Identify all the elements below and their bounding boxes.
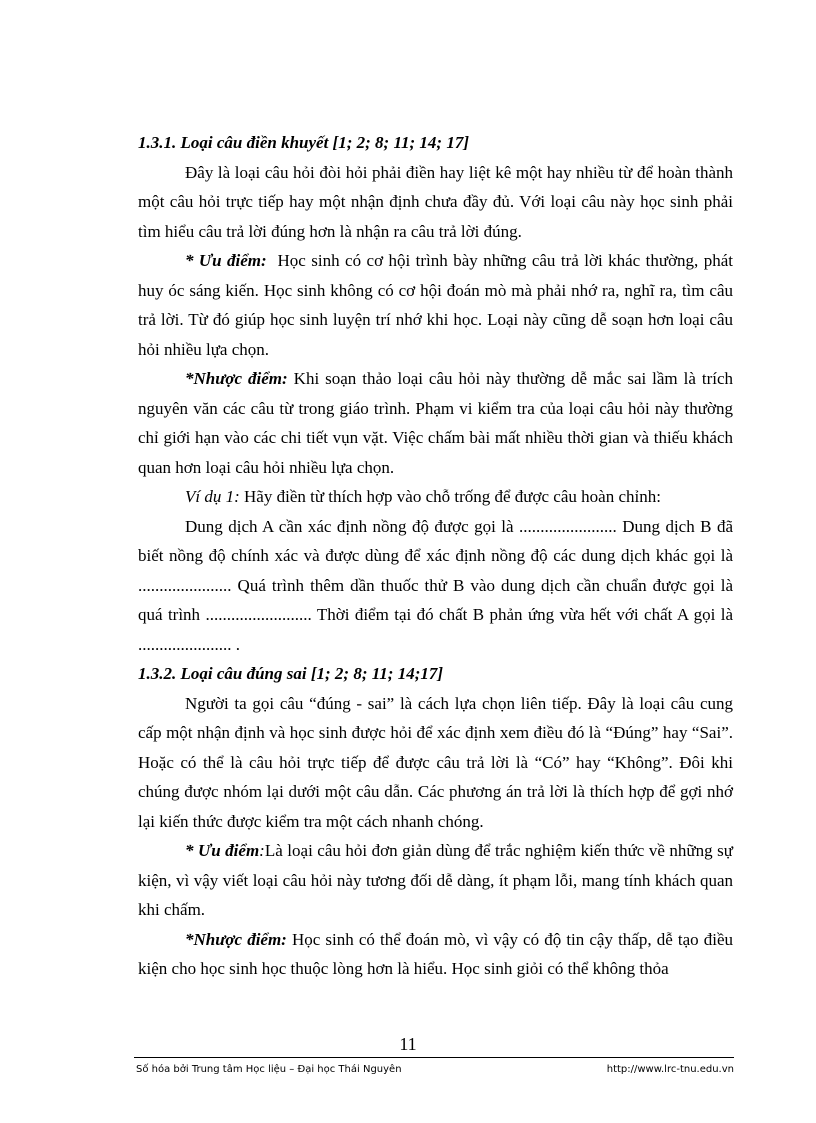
cons-text: Học sinh có thể đoán mò, vì vậy có độ tin cậy thấp, dễ tạo điều kiện cho học sinh học thuộc lòng hơn là hiểu. Học sinh giỏi có thể không thỏa xyxy=(138,929,733,978)
page-number: 11 xyxy=(399,1034,417,1054)
paragraph-example-1 xyxy=(138,482,733,512)
paragraph-example-body: Dung dịch A cần xác định nồng độ được gọi là ....................... Dung dịch B đã biết nồng độ chính xác và được dùng để xác định nồng độ các dung dịch khác gọi là ...................... Quá trình thêm dần thuốc thử B vào dung dịch cần chuẩn được gọi là quá trình ......................... Thời điểm tại đó chất B phản ứng vừa hết với chất A gọi là ...................... . xyxy=(138,516,733,654)
pros-label: * Ưu điểm: xyxy=(185,251,267,270)
footer-source: Số hóa bởi Trung tâm Học liệu – Đại học Thái Nguyên xyxy=(136,1064,402,1075)
pros-label: * Ưu điểm xyxy=(185,841,260,860)
cons-text: Khi soạn thảo loại câu hỏi này thường dễ mắc sai lầm là trích nguyên văn các câu từ trong giáo trình. Phạm vi kiểm tra của loại câu hỏi này thường chỉ giới hạn vào các chi tiết vụn vặt. Việc chấm bài mất nhiều thời gian và thiếu khách quan hơn loại câu hỏi nhiều lựa chọn. xyxy=(138,369,733,477)
paragraph-pros-1 xyxy=(138,246,733,364)
pros-colon: : xyxy=(259,841,265,860)
example-text: Hãy điền từ thích hợp vào chỗ trống để được câu hoàn chỉnh: xyxy=(244,487,661,506)
section-heading-1-3-2: 1.3.2. Loại câu đúng sai [1; 2; 8; 11; 14;17] xyxy=(138,664,444,683)
paragraph-intro-2: Người ta gọi câu “đúng - sai” là cách lựa chọn liên tiếp. Đây là loại câu cung cấp một nhận định và học sinh được hỏi để xác định xem điều đó là “Đúng” hay “Sai”. Hoặc có thể là câu hỏi trực tiếp để được câu trả lời là “Có” hay “Không”. Đôi khi chúng được nhóm lại dưới một câu dẫn. Các phương án trả lời là thích hợp để gợi nhớ lại kiến thức được kiểm tra một cách nhanh chóng. xyxy=(138,693,733,831)
pros-text: Học sinh có cơ hội trình bày những câu trả lời khác thường, phát huy óc sáng kiến. Học sinh không có cơ hội đoán mò mà phải nhớ ra, nghĩ ra, tìm câu trả lời. Từ đó giúp học sinh luyện trí nhớ khi học. Loại này cũng dễ soạn hơn loại câu hỏi nhiều lựa chọn. xyxy=(138,251,734,359)
pros-text: Là loại câu hỏi đơn giản dùng để trắc nghiệm kiến thức về những sự kiện, vì vậy viết loại câu hỏi này tương đối dễ dàng, ít phạm lỗi, mang tính khách quan khi chấm. xyxy=(138,841,733,919)
footer-url-link[interactable]: http://www.lrc-tnu.edu.vn xyxy=(606,1064,734,1075)
footer-divider xyxy=(134,1057,734,1058)
cons-label: *Nhược điểm: xyxy=(185,369,288,388)
example-label: Ví dụ 1: xyxy=(185,487,240,506)
document-body xyxy=(138,128,733,984)
paragraph-intro-1: Đây là loại câu hỏi đòi hỏi phải điền hay liệt kê một hay nhiều từ để hoàn thành một câu hỏi trực tiếp hay một nhận định chưa đầy đủ. Với loại câu này học sinh phải tìm hiểu câu trả lời đúng hơn là nhận ra câu trả lời đúng. xyxy=(138,162,733,241)
section-heading-1-3-1: 1.3.1. Loại câu điền khuyết [1; 2; 8; 11; 14; 17] xyxy=(138,133,469,152)
paragraph-cons-1 xyxy=(138,364,733,482)
cons-label: *Nhược điểm: xyxy=(185,929,287,949)
paragraph-pros-2 xyxy=(138,836,733,925)
paragraph-cons-2 xyxy=(138,925,733,984)
